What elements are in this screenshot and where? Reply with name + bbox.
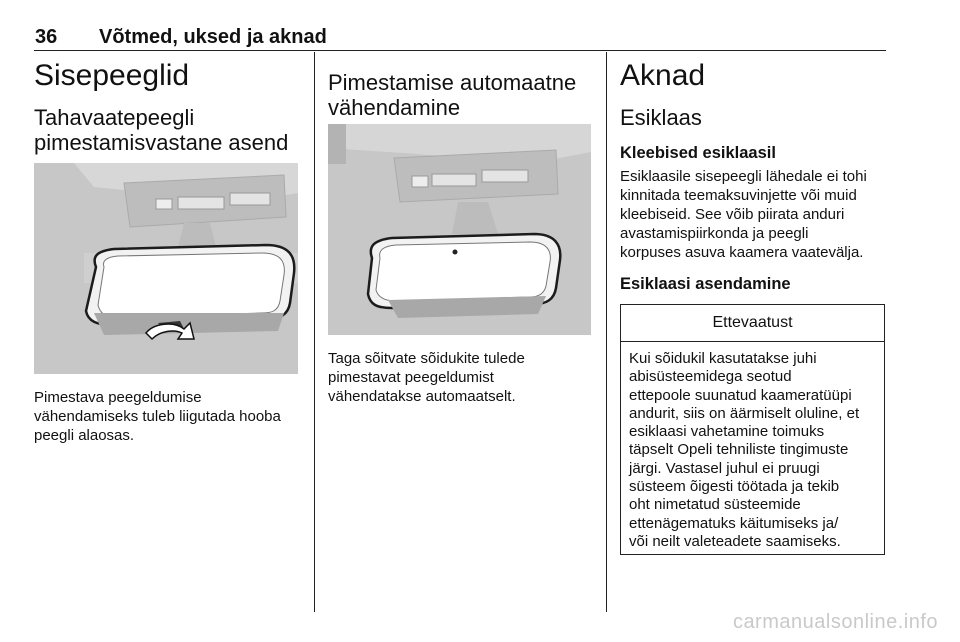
warning-line: oht nimetatud süsteemide [629, 496, 801, 514]
warning-line: andurit, siis on äärmiselt oluline, et [629, 404, 860, 422]
header-rule [34, 50, 886, 51]
caption-col2-line-1: Taga sõitvate sõidukite tulede [328, 350, 525, 367]
warning-title: Ettevaatust [621, 305, 884, 342]
body-col3-line-3: kleebiseid. See võib piirata anduri [620, 206, 845, 223]
section-heading-aknad: Aknad [620, 59, 706, 92]
mirror-lever-drawing [34, 163, 298, 374]
caption-col1-line-2: vähendamiseks tuleb liigutada hooba [34, 408, 281, 425]
warning-line: või neilt valeteadete saamiseks. [629, 532, 841, 550]
warning-line: esiklaasi vahetamine toimuks [629, 423, 825, 441]
auto-dimming-mirror-illustration [328, 124, 591, 335]
column-divider-1 [314, 52, 315, 612]
warning-line: abisüsteemidega seotud [629, 368, 792, 386]
caption-col1-line-3: peegli alaosas. [34, 427, 135, 444]
caption-col2-line-2: pimestavat peegeldumist [328, 369, 494, 386]
section-heading-sisepeeglid: Sisepeeglid [34, 59, 190, 92]
warning-line: Kui sõidukil kasutatakse juhi [629, 350, 817, 367]
watermark: carmanualsonline.info [732, 611, 938, 633]
auto-dimming-mirror-drawing [328, 124, 591, 335]
subheading-line-2: pimestamisvastane asend [34, 130, 289, 155]
heading-auto-dimming-line-2: vähendamine [328, 95, 461, 120]
body-col3-line-1: Esiklaasile sisepeegli lähedale ei tohi [620, 168, 867, 185]
warning-body [621, 342, 884, 551]
chapter-title: Võtmed, uksed ja aknad [99, 26, 327, 48]
subheading-line-1: Tahavaatepeegli [34, 105, 195, 130]
section-title-kleebised: Kleebised esiklaasil [620, 144, 776, 162]
warning-line: süsteem õigesti töötada ja tekib [629, 478, 840, 496]
section-title-asendamine: Esiklaasi asendamine [620, 275, 791, 293]
warning-line: täpselt Opeli tehniliste tingimuste [629, 441, 849, 459]
caption-col1-line-1: Pimestava peegeldumise [34, 389, 202, 406]
heading-auto-dimming-line-1: Pimestamise automaatne [328, 70, 577, 95]
warning-line: ettepoole suunatud kaameratüüpi [629, 386, 852, 404]
body-col3-line-4: avastamispiirkonda ja peegli [620, 225, 809, 242]
subheading-esiklaas: Esiklaas [620, 105, 702, 130]
column-divider-2 [606, 52, 607, 612]
body-col3-line-5: korpuses asuva kaamera vaatevälja. [620, 244, 864, 261]
warning-box [620, 304, 885, 555]
warning-line: järgi. Vastasel juhul ei pruugi [629, 459, 820, 477]
body-col3-line-2: kinnitada teemaksuvinjette või muid [620, 187, 857, 204]
page-number: 36 [35, 26, 58, 48]
warning-line: ettenägematuks käitumiseks ja/ [629, 514, 839, 532]
caption-col2-line-3: vähendatakse automaatselt. [328, 388, 516, 405]
mirror-lever-illustration [34, 163, 298, 374]
